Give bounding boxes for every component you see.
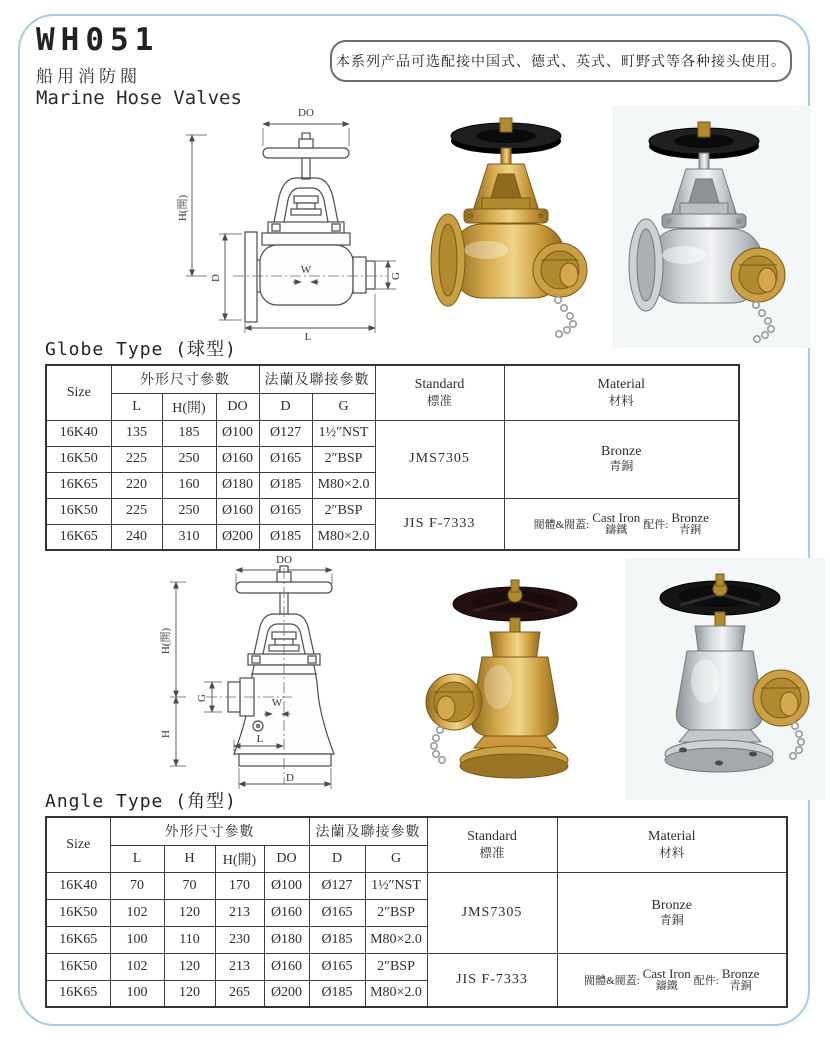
material-body-label: 閥體&閥蓋: <box>533 518 590 531</box>
header-standard-zh: 標准 <box>427 393 453 408</box>
table-header-row <box>46 365 739 393</box>
cell-do: Ø100 <box>264 872 309 899</box>
coupling-chain <box>555 297 576 337</box>
cell-size: 16K40 <box>46 420 111 446</box>
dim-label-do: DO <box>298 107 314 119</box>
material-body-zh: 鑄鐵 <box>605 523 628 536</box>
cell-h-open: 230 <box>215 926 264 953</box>
material-body-zh: 鑄鐵 <box>655 979 678 992</box>
cell-h-open: 310 <box>162 524 216 550</box>
cell-l: 100 <box>110 926 164 953</box>
header-col-l: L <box>111 393 162 420</box>
cell-h-open: 160 <box>162 472 216 498</box>
header-col-g: G <box>312 393 375 420</box>
globe-valve-technical-drawing <box>175 104 405 342</box>
cell-d: Ø185 <box>259 472 312 498</box>
cell-standard-jis: JIS F-7333 <box>427 953 557 1007</box>
globe-valve-silver-photo <box>612 106 810 348</box>
material-fitting-label: 配件: <box>643 518 669 531</box>
header-dims-group: 外形尺寸參數 <box>110 817 309 845</box>
coupling-chain <box>431 727 445 763</box>
cell-l: 135 <box>111 420 162 446</box>
material-en: Bronze <box>651 897 692 913</box>
header-col-do: DO <box>264 845 309 872</box>
globe-type-table <box>45 364 740 551</box>
cell-size: 16K50 <box>46 899 110 926</box>
dim-label-g: G <box>196 694 208 702</box>
cell-size: 16K40 <box>46 872 110 899</box>
note-box: 本系列产品可选配接中国式、德式、英式、町野式等各种接头使用。 <box>330 40 792 82</box>
cell-size: 16K50 <box>46 498 111 524</box>
cell-l: 225 <box>111 498 162 524</box>
header-conn-group: 法蘭及聯接參數 <box>309 817 427 845</box>
cell-h-open: 170 <box>215 872 264 899</box>
header-col-l: L <box>110 845 164 872</box>
header-material-zh: 材料 <box>659 845 685 860</box>
cell-do: Ø180 <box>216 472 259 498</box>
header-col-g: G <box>365 845 427 872</box>
cell-d: Ø165 <box>309 899 365 926</box>
cell-standard-jms: JMS7305 <box>427 872 557 953</box>
header-material-zh: 材料 <box>608 393 634 408</box>
header-dims-group: 外形尺寸參數 <box>111 365 259 393</box>
material-zh: 青銅 <box>609 459 634 474</box>
header-size: Size <box>46 365 111 420</box>
dim-label-h-open: H(開) <box>160 627 172 655</box>
cell-h-open: 213 <box>215 953 264 980</box>
product-name-en: Marine Hose Valves <box>36 87 242 109</box>
cell-size: 16K65 <box>46 980 110 1007</box>
cell-size: 16K65 <box>46 472 111 498</box>
dim-label-l: L <box>256 733 264 745</box>
cell-material-bronze <box>557 872 787 953</box>
header-standard <box>375 365 504 420</box>
header-standard-zh: 標准 <box>479 845 505 860</box>
material-body-label: 閥體&閥蓋: <box>584 974 640 987</box>
cell-g: 2″BSP <box>365 953 427 980</box>
product-name-zh: 船用消防閥 <box>36 67 141 86</box>
cell-d: Ø165 <box>309 953 365 980</box>
dim-label-d: D <box>286 772 294 784</box>
header-material <box>504 365 739 420</box>
cell-d: Ø185 <box>309 926 365 953</box>
header-standard-en: Standard <box>467 828 517 844</box>
cell-h-open: 185 <box>162 420 216 446</box>
cell-d: Ø165 <box>259 498 312 524</box>
cell-d: Ø185 <box>259 524 312 550</box>
model-number: WH051 <box>36 22 160 58</box>
cell-h-open: 265 <box>215 980 264 1007</box>
table-row <box>46 498 739 524</box>
header-material-en: Material <box>597 376 645 392</box>
angle-type-label: Angle Type (角型) <box>45 791 237 812</box>
dim-label-w: W <box>271 697 283 709</box>
material-fitting-en: Bronze <box>671 510 709 526</box>
cell-l: 225 <box>111 446 162 472</box>
cell-g: M80×2.0 <box>365 980 427 1007</box>
header-size: Size <box>46 817 110 872</box>
table-row <box>46 953 787 980</box>
cell-g: M80×2.0 <box>365 926 427 953</box>
cell-d: Ø127 <box>309 872 365 899</box>
table-row <box>46 872 787 899</box>
cell-size: 16K65 <box>46 524 111 550</box>
material-body-en: Cast Iron <box>642 966 691 982</box>
cell-g: 2″BSP <box>365 899 427 926</box>
cell-h: 120 <box>164 953 215 980</box>
dim-label-d: D <box>210 274 222 282</box>
cell-h: 120 <box>164 899 215 926</box>
cell-material-castiron <box>557 953 787 1007</box>
cell-material-bronze <box>504 420 739 498</box>
cell-g: 1½″NST <box>312 420 375 446</box>
header-col-do: DO <box>216 393 259 420</box>
cell-do: Ø180 <box>264 926 309 953</box>
header-col-h: H <box>164 845 215 872</box>
cell-size: 16K50 <box>46 446 111 472</box>
header-conn-group: 法蘭及聯接參數 <box>259 365 375 393</box>
angle-valve-bronze-photo <box>410 562 615 800</box>
material-en: Bronze <box>601 444 642 460</box>
material-fitting-zh: 青銅 <box>679 523 702 536</box>
cell-h-open: 250 <box>162 446 216 472</box>
cell-do: Ø160 <box>264 953 309 980</box>
cell-do: Ø100 <box>216 420 259 446</box>
cell-l: 102 <box>110 953 164 980</box>
cell-l: 102 <box>110 899 164 926</box>
dim-label-g: G <box>390 272 402 280</box>
cell-material-castiron <box>504 498 739 550</box>
cell-l: 240 <box>111 524 162 550</box>
cell-size: 16K50 <box>46 953 110 980</box>
header-standard <box>427 817 557 872</box>
cell-h: 110 <box>164 926 215 953</box>
cell-g: M80×2.0 <box>312 472 375 498</box>
material-body-en: Cast Iron <box>592 510 641 526</box>
header-col-h-open: H(開) <box>162 393 216 420</box>
header-material <box>557 817 787 872</box>
cell-do: Ø160 <box>216 498 259 524</box>
cell-do: Ø160 <box>216 446 259 472</box>
cell-d: Ø185 <box>309 980 365 1007</box>
header-material-en: Material <box>648 828 696 844</box>
dim-label-w: W <box>300 264 312 276</box>
header-standard-en: Standard <box>414 376 465 392</box>
cell-g: 2″BSP <box>312 498 375 524</box>
material-zh: 青銅 <box>659 912 684 927</box>
table-row <box>46 420 739 446</box>
cell-d: Ø127 <box>259 420 312 446</box>
cell-h-open: 250 <box>162 498 216 524</box>
dim-label-h: H <box>160 730 172 738</box>
cell-g: 2″BSP <box>312 446 375 472</box>
material-fitting-en: Bronze <box>721 966 760 982</box>
cell-h-open: 213 <box>215 899 264 926</box>
angle-valve-technical-drawing <box>150 554 405 792</box>
cell-standard-jis: JIS F-7333 <box>375 498 504 550</box>
dim-label-h-open: H(開) <box>177 194 189 222</box>
cell-standard-jms: JMS7305 <box>375 420 504 498</box>
cell-l: 70 <box>110 872 164 899</box>
header-col-d: D <box>309 845 365 872</box>
table-header-row <box>46 817 787 845</box>
cell-do: Ø160 <box>264 899 309 926</box>
cell-g: M80×2.0 <box>312 524 375 550</box>
cell-l: 220 <box>111 472 162 498</box>
cell-h: 120 <box>164 980 215 1007</box>
angle-type-table <box>45 816 788 1008</box>
globe-valve-bronze-photo <box>408 102 608 344</box>
header-col-h-open: H(開) <box>215 845 264 872</box>
dim-label-l: L <box>304 331 312 342</box>
cell-d: Ø165 <box>259 446 312 472</box>
cell-g: 1½″NST <box>365 872 427 899</box>
cell-size: 16K65 <box>46 926 110 953</box>
header-col-d: D <box>259 393 312 420</box>
cell-do: Ø200 <box>216 524 259 550</box>
material-fitting-zh: 青銅 <box>729 979 752 992</box>
cell-do: Ø200 <box>264 980 309 1007</box>
cell-h: 70 <box>164 872 215 899</box>
angle-valve-silver-photo <box>625 558 825 800</box>
material-fitting-label: 配件: <box>693 974 719 987</box>
cell-l: 100 <box>110 980 164 1007</box>
dim-label-do: DO <box>276 554 292 566</box>
globe-type-label: Globe Type (球型) <box>45 339 237 360</box>
